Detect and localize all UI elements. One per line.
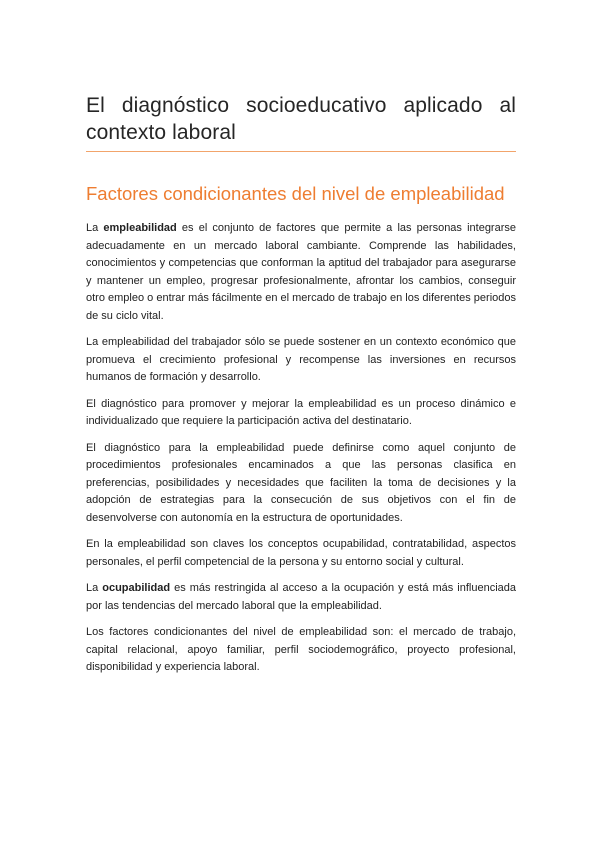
term-ocupabilidad: ocupabilidad [102,582,171,594]
paragraph-ocupabilidad [86,580,516,615]
paragraph-key-concepts: En la empleabilidad son claves los conceptos ocupabilidad, contratabilidad, aspectos personales, el perfil competencial de la persona y su entorno social y cultural. [86,538,516,568]
paragraph-conditioning-factors: Los factores condicionantes del nivel de empleabilidad son: el mercado de trabajo, capital relacional, apoyo familiar, perfil sociodemográfico, proyecto profesional, disponibilidad y experiencia laboral. [86,626,516,673]
section-heading: Factores condicionantes del nivel de empleabilidad [86,183,505,204]
paragraph-empleabilidad-definition [86,220,516,325]
term-empleabilidad: empleabilidad [103,222,177,234]
paragraph-lead: La [86,222,104,234]
paragraph-text: es el conjunto de factores que permite a las personas integrarse adecuadamente en un mercado laboral cambiante. Comprende las habilidades, conocimientos y competencias que conforman la aptitud del trabajador para asegurarse y mantener un empleo, progresar profesionalmente, afrontar los cambios, conseguir otro empleo o entrar más fácilmente en el mercado de trabajo en los diferentes periodos de su ciclo vital. [86,222,516,322]
paragraph-dynamic-process: El diagnóstico para promover y mejorar la empleabilidad es un proceso dinámico e individualizado que requiere la participación activa del destinatario. [86,397,516,427]
paragraph-diagnosis-definition: El diagnóstico para la empleabilidad puede definirse como aquel conjunto de procedimientos profesionales encaminados a que las personas clasifica en preferencias, posibilidades y necesidades que faciliten la toma de decisiones y la adopción de estrategias para la consecución de sus objetivos con el fin de desenvolverse con autonomía en la estructura de oportunidades. [86,441,516,524]
paragraph-economic-context: La empleabilidad del trabajador sólo se puede sostener en un contexto económico que promueva el crecimiento profesional y recompense las inversiones en recursos humanos de formación y desarrollo. [86,336,516,383]
paragraph-text: es más restringida al acceso a la ocupación y está más influenciada por las tendencias del mercado laboral que la empleabilidad. [86,582,516,612]
document-title: El diagnóstico socioeducativo aplicado al contexto laboral [86,92,516,152]
paragraph-lead: La [86,582,103,594]
